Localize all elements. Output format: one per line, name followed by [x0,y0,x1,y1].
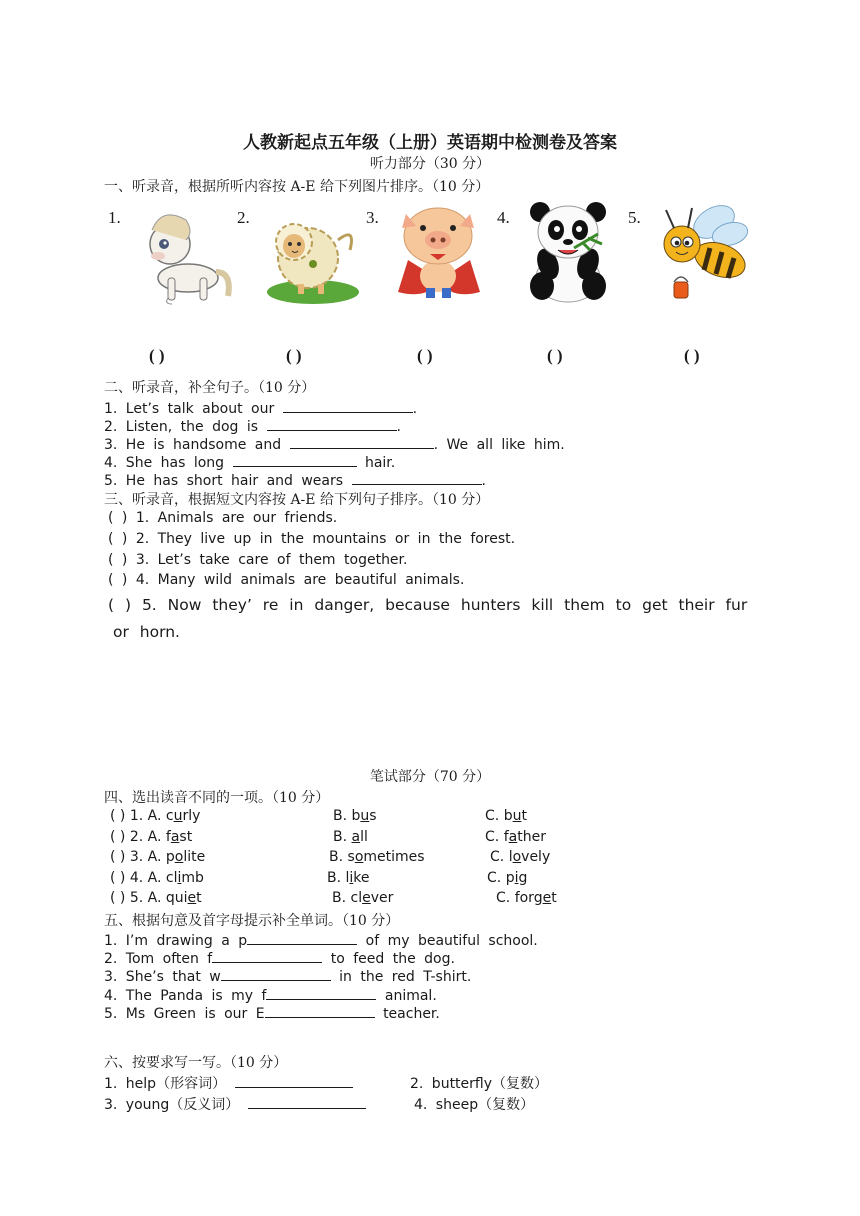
part2-item-1: 1. Let’s talk about our . [104,398,417,417]
part5-item-3: 3. She’s that w in the red T-shirt. [104,966,471,985]
option-b: B. bus [333,808,377,824]
fill-blank[interactable] [247,930,357,945]
part6-item-1: 1. help（形容词） [104,1073,353,1093]
part5-item-2: 2. Tom often f to feed the dog. [104,948,455,967]
option-c: C. forget [496,890,557,906]
fill-blank[interactable] [352,470,482,485]
part6-item-3: 3. young（反义词） [104,1094,366,1114]
fill-blank[interactable] [290,434,434,449]
option-a: ( ) 4. A. climb [110,870,204,886]
fill-blank[interactable] [233,452,357,467]
fill-blank[interactable] [221,966,331,981]
page-title: 人教新起点五年级（上册）英语期中检测卷及答案 [243,133,617,153]
option-c: C. but [485,808,527,824]
part6-item-4: 4. sheep（复数） [414,1097,535,1113]
picture-number-4: 4. [497,208,510,227]
option-c: C. pig [487,870,528,886]
part4-heading: 四、选出读音不同的一项。（10 分） [104,790,330,806]
part3-item-4: ( ) 4. Many wild animals are beautiful animals. [108,572,465,588]
part5-item-1: 1. I’m drawing a p of my beautiful school. [104,930,538,949]
part5-item-4: 4. The Panda is my f animal. [104,985,437,1004]
answer-blank-1[interactable]: ( ) [149,346,165,365]
option-b: B. clever [332,890,394,906]
option-a: ( ) 1. A. curly [110,808,201,824]
picture-number-3: 3. [366,208,379,227]
listening-header: 听力部分（30 分） [369,156,491,172]
answer-blank-3[interactable]: ( ) [417,346,433,365]
answer-blank-4[interactable]: ( ) [547,346,563,365]
fill-blank[interactable] [283,398,413,413]
answer-blank-5[interactable]: ( ) [684,346,700,365]
fill-blank[interactable] [266,985,376,1000]
option-a: ( ) 2. A. fast [110,829,193,845]
part3-item-5: ( ) 5. Now they’ re in danger, because hunters kill them to get their fur [108,596,748,614]
part3-item-5-cont: or horn. [113,623,180,641]
part5-heading: 五、根据句意及首字母提示补全单词。（10 分） [104,913,400,929]
part3-item-2: ( ) 2. They live up in the mountains or in the forest. [108,531,516,547]
horse-illustration [128,200,238,310]
answer-blank-2[interactable]: ( ) [286,346,302,365]
option-c: C. lovely [490,849,551,865]
option-b: B. like [327,870,370,886]
part2-item-4: 4. She has long hair. [104,452,395,471]
part6-item-2: 2. butterfly（复数） [410,1076,549,1092]
bee-illustration [648,200,758,306]
part3-item-1: ( ) 1. Animals are our friends. [108,510,338,526]
writing-header: 笔试部分（70 分） [369,769,491,785]
part2-item-2: 2. Listen, the dog is . [104,416,401,435]
part2-item-3: 3. He is handsome and . We all like him. [104,434,565,453]
part6-heading: 六、按要求写一写。（10 分） [104,1055,288,1071]
fill-blank[interactable] [212,948,322,963]
option-a: ( ) 5. A. quiet [110,890,202,906]
pig-illustration [388,200,488,306]
picture-number-1: 1. [108,208,121,227]
part3-heading: 三、听录音，根据短文内容按 A-E 给下列句子排序。（10 分） [104,492,490,508]
option-b: B. all [333,829,368,845]
part2-heading: 二、听录音，补全句子。（10 分） [104,380,316,396]
fill-blank[interactable] [235,1073,353,1088]
fill-blank[interactable] [267,416,397,431]
option-c: C. father [485,829,546,845]
fill-blank[interactable] [265,1003,375,1018]
part5-item-5: 5. Ms Green is our E teacher. [104,1003,440,1022]
sheep-illustration [258,200,368,310]
fill-blank[interactable] [248,1094,366,1109]
picture-number-5: 5. [628,208,641,227]
picture-number-2: 2. [237,208,250,227]
part2-item-5: 5. He has short hair and wears . [104,470,486,489]
option-b: B. sometimes [329,849,425,865]
part1-heading: 一、听录音，根据所听内容按 A-E 给下列图片排序。（10 分） [104,179,490,195]
part3-item-3: ( ) 3. Let’s take care of them together. [108,552,408,568]
option-a: ( ) 3. A. polite [110,849,206,865]
panda-illustration [518,198,618,308]
